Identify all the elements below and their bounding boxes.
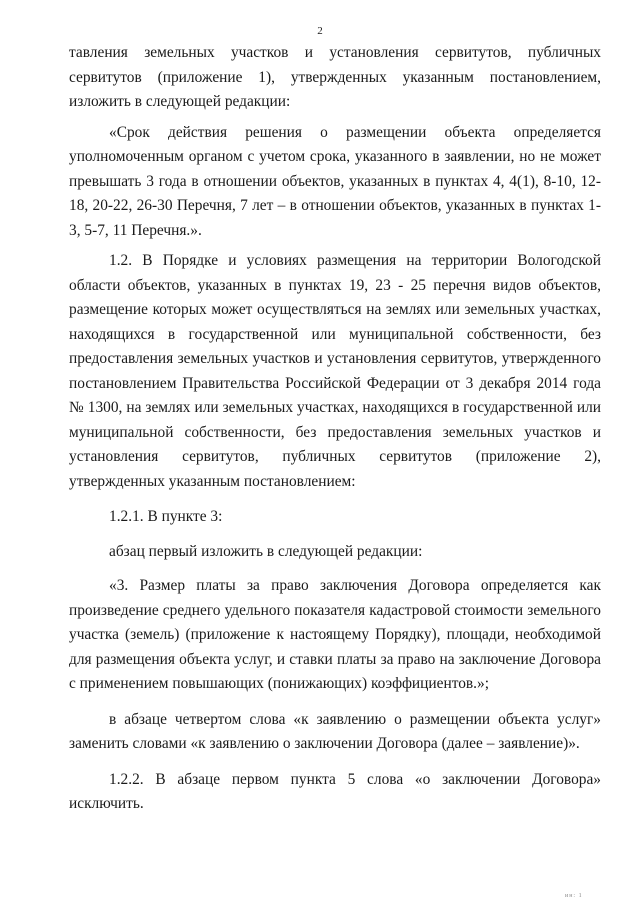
paragraph-fourth-abzac: в абзаце четвертом слова «к заявлению о размещении объекта услуг» заменить словами «к заявлению о заключении Договора (далее – заявление)». [69,710,601,752]
paragraph-first-abzac: абзац первый изложить в следующей редакции: [109,542,423,560]
paragraph-quoted-term: «Срок действия решения о размещении объекта определяется уполномоченным органом с учетом срока, указанного в заявлении, но не может превышать 3 года в отношении объектов, указанных в пунктах 4, 4(1), 8-10, 12-18, 20-22, 26-30 Перечня, 7 лет – в отношении объектов, указанных в пунктах 1-3, 5-7, 11 Перечня.». [69,123,601,239]
paragraph-1-2: 1.2. В Порядке и условиях размещения на территории Вологодской области объектов, указанных в пунктах 19, 23 - 25 перечня видов объектов, размещение которых может осуществляться на землях или земельных участках, находящихся в государственной или муниципальной собственности, без предоставления земельных участков и установления сервитутов, утвержденного постановлением Правительства Российской Федерации от 3 декабря 2014 года № 1300, на землях или земельных участках, находящихся в государственной или муниципальной собственности, без предоставления земельных участков и установления сервитутов, публичных сервитутов (приложение 2), утвержденных указанным постановлением: [69,252,601,490]
paragraph-continuation: тавления земельных участков и установления сервитутов, публичных сервитутов (приложение 1), утвержденных указанным постановлением, изложить в следующей редакции: [69,44,601,110]
paragraph-1-2-1: 1.2.1. В пункте 3: [109,508,223,525]
document-body [69,41,601,817]
paragraph-quoted-payment: «3. Размер платы за право заключения Договора определяется как произведение среднего удельного показателя кадастровой стоимости земельного участка (земель) (приложение к настоящему Порядку), площади, необходимой для размещения объекта услуг, и ставки платы за право на заключение Договора с применением повышающих (понижающих) коэффициентов.»; [69,577,601,692]
paragraph-1-2-2: 1.2.2. В абзаце первом пункта 5 слова «о заключении Договора» исключить. [69,770,601,812]
page-number: 2 [317,25,323,37]
footer-mark: ин: 1 [565,893,583,899]
